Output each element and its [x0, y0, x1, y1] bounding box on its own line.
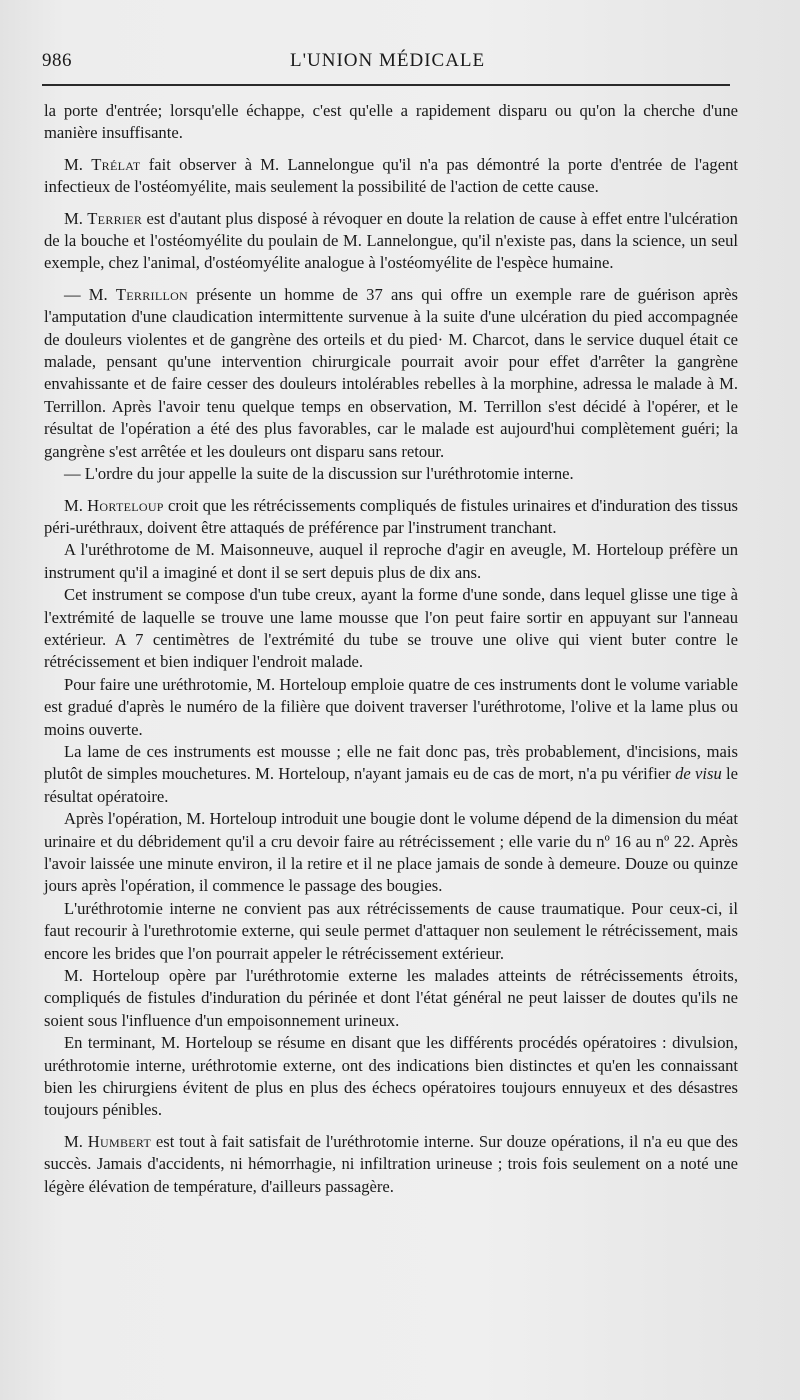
- paragraph-13: M. Horteloup opère par l'uréthrotomie externe les malades atteints de rétrécissements étroits, compliqués de fistules d'induration du périnée et dont l'état général ne peut laisser de doutes qu'ils ne soient sous l'influence d'un empoisonnement urineux.: [44, 966, 738, 1030]
- page-number: 986: [42, 50, 72, 71]
- running-title: L'UNION MÉDICALE: [290, 50, 486, 71]
- paragraph-7: A l'uréthrotome de M. Maisonneuve, auquel il reproche d'agir en aveugle, M. Horteloup préfère un instrument qu'il a imaginé et dont il se sert depuis plus de dix ans.: [44, 540, 738, 582]
- paragraph-14: En terminant, M. Horteloup se résume en disant que les différents procédés opératoires : divulsion, uréthrotomie interne, uréthrotomie externe, ont des indications bien distinctes et qu'en les connaissant bien les chirurgiens évitent de plus en plus des échecs opératoires toujours ennuyeux et des désastres toujours pénibles.: [44, 1033, 738, 1120]
- paragraph-4: — M. Terrillon présente un homme de 37 ans qui offre un exemple rare de guérison après l'amputation d'une claudication intermittente survenue à la suite d'une ulcération du pied accompagnée de douleurs violentes et de gangrène des orteils et du pied· M. Charcot, dans le service duquel était ce malade, pensant qu'une intervention chirurgicale pourrait avoir pour effet d'arrêter la gangrène envahissante et de faire cesser des douleurs intolérables rebelles à la morphine, adressa le malade à M. Terrillon. Après l'avoir tenu quelque temps en observation, M. Terrillon s'est décidé à l'opérer, et le résultat de l'opération a été des plus favorables, car le malade est aujourd'hui complètement guéri; la gangrène s'est arrêtée et les douleurs ont disparu sans retour.: [44, 284, 738, 461]
- header-rule: [42, 84, 730, 86]
- paragraph-8: Cet instrument se compose d'un tube creux, ayant la forme d'une sonde, dans lequel glisse une tige à l'extrémité de laquelle se trouve une lame mousse que l'on peut faire sortir en appuyant sur l'anneau extérieur. A 7 centimètres de l'extrémité du tube se trouve une olive qui vient buter contre le rétrécissement et bien indiquer l'endroit malade.: [44, 585, 738, 672]
- paragraph-12: L'uréthrotomie interne ne convient pas aux rétrécissements de cause traumatique. Pour ceux-ci, il faut recourir à l'urethrotomie externe, qui seule permet d'attaquer non seulement le rétrécissement, mais encore les brides que l'on pourrait appeler le rétrécissement extérieur.: [44, 898, 738, 963]
- speaker-name: Humbert: [87, 1131, 152, 1151]
- speaker-name: Terrier: [87, 208, 143, 228]
- speaker-name: Terrillon: [115, 284, 189, 304]
- page-header: [42, 44, 740, 78]
- speaker-name: Horteloup: [87, 495, 164, 515]
- article-body: [44, 100, 738, 1198]
- paragraph-9: Pour faire une uréthrotomie, M. Horteloup emploie quatre de ces instruments dont le volume variable est gradué d'après le numéro de la filière que doivent traverser l'uréthrotome, l'olive et la lame plus ou moins ouverte.: [44, 674, 738, 739]
- paragraph-2: M. Trélat fait observer à M. Lannelongue qu'il n'a pas démontré la porte d'entrée de l'agent infectieux de l'ostéomyélite, mais seulement la possibilité de l'action de cette cause.: [44, 154, 738, 197]
- italic-phrase: de visu: [675, 764, 722, 784]
- speaker-name: Trélat: [91, 154, 141, 174]
- paragraph-1: la porte d'entrée; lorsqu'elle échappe, c'est qu'elle a rapidement disparu ou qu'on la cherche d'une manière insuffisante.: [44, 101, 738, 143]
- paragraph-15: M. Humbert est tout à fait satisfait de l'uréthrotomie interne. Sur douze opérations, il n'a eu que des succès. Jamais d'accidents, ni hémorrhagie, ni infiltration urineuse ; trois fois seulement on a noté une légère élévation de température, d'ailleurs passagère.: [44, 1131, 738, 1196]
- paragraph-6: M. Horteloup croit que les rétrécissements compliqués de fistules urinaires et d'induration des tissus péri-uréthraux, doivent être attaqués de préférence par l'instrument tranchant.: [44, 495, 738, 537]
- paragraph-3: M. Terrier est d'autant plus disposé à révoquer en doute la relation de cause à effet entre l'ulcération de la bouche et l'ostéomyélite du poulain de M. Lannelongue, qu'il n'existe pas, dans la science, un seul exemple, chez l'animal, d'ostéomyélite analogue à l'ostéomyélite de l'espèce humaine.: [44, 208, 738, 273]
- paragraph-5: — L'ordre du jour appelle la suite de la discussion sur l'uréthrotomie interne.: [64, 464, 574, 484]
- paragraph-11: Après l'opération, M. Horteloup introduit une bougie dont le volume dépend de la dimension du méat urinaire et du débridement qu'il a cru devoir faire au rétrécissement ; elle varie du nº 16 au nº 22. Après l'avoir laissée une minute environ, il la retire et il ne place jamais de sonde à demeure. Douze ou quinze jours après l'opération, il commence le passage des bougies.: [44, 809, 738, 896]
- paragraph-10: La lame de ces instruments est mousse ; elle ne fait donc pas, très probablement, d'incisions, mais plutôt de simples mouchetures. M. Horteloup, n'ayant jamais eu de cas de mort, n'a pu vérifier de visu le résultat opératoire.: [44, 741, 739, 806]
